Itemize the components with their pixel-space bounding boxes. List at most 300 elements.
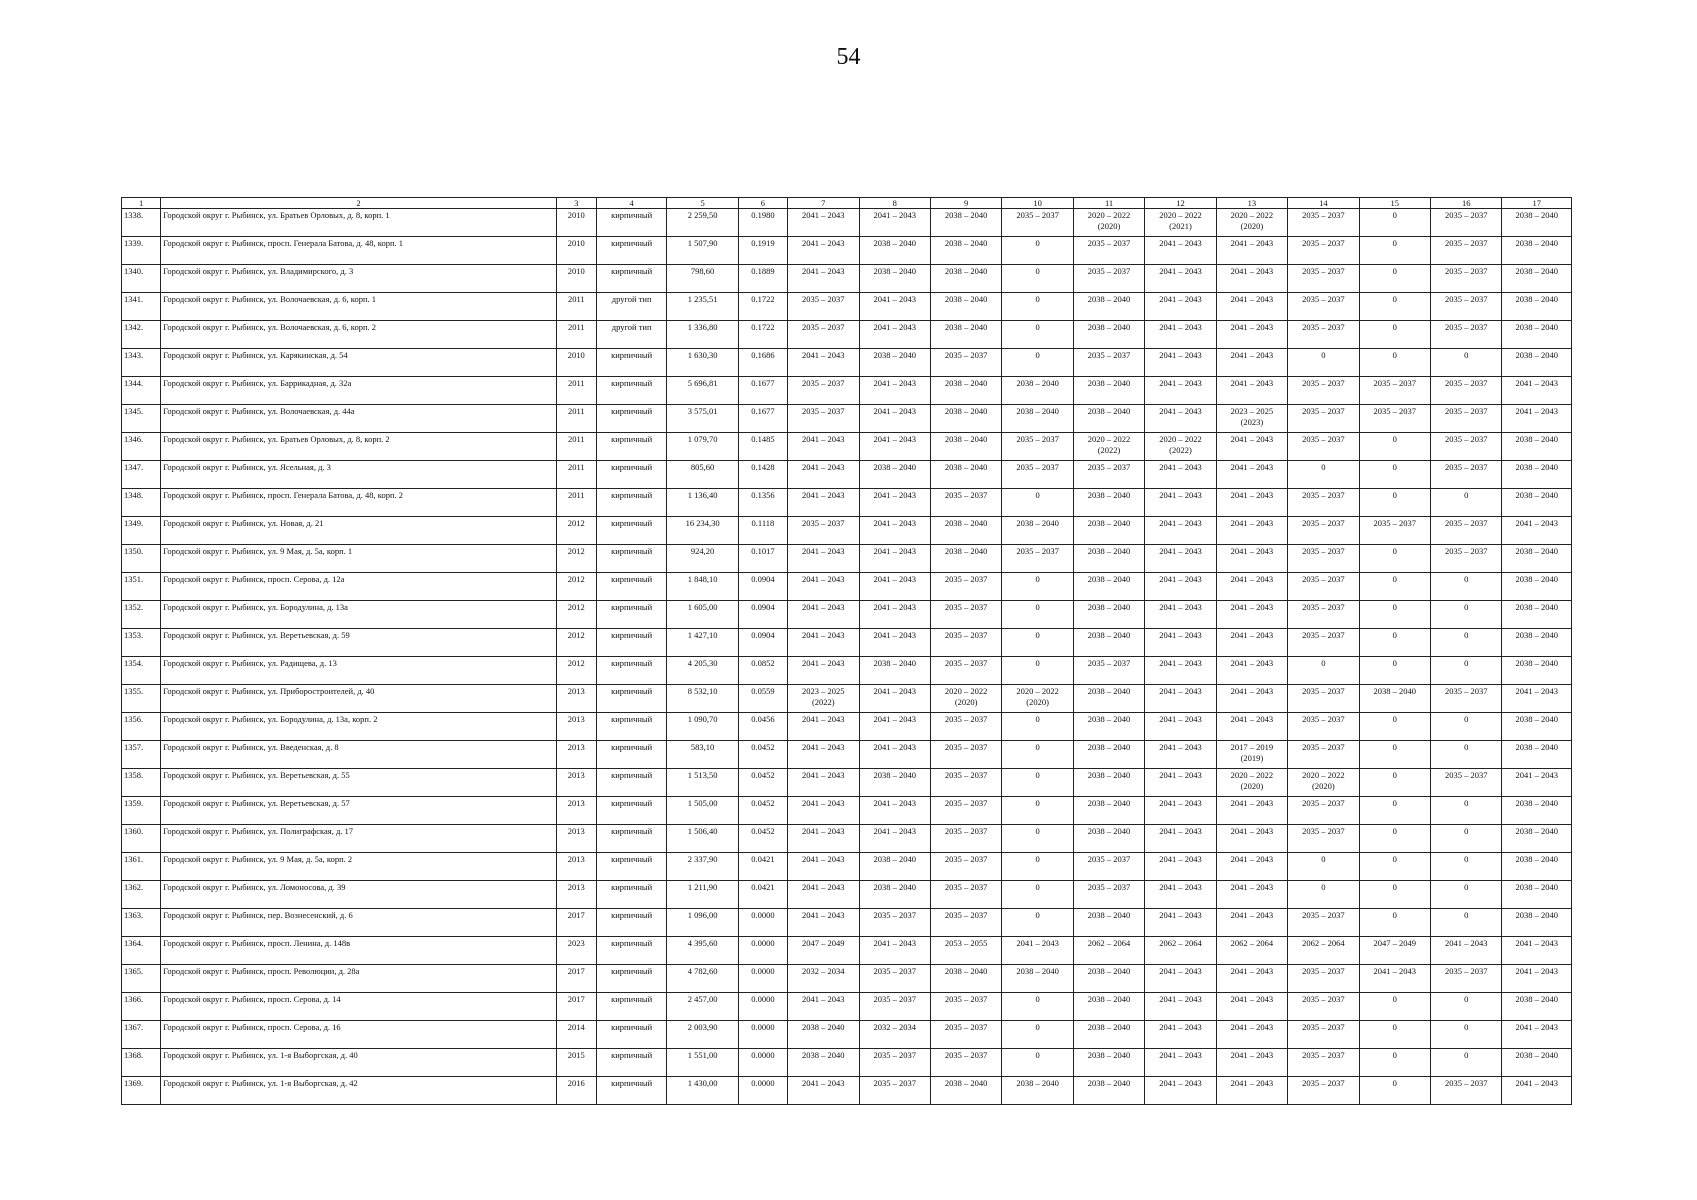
cell-value: Городской округ г. Рыбинск, ул. 1-я Выборгская, д. 42 bbox=[163, 1078, 358, 1088]
cell-value: 0.0452 bbox=[751, 798, 775, 808]
period-cell bbox=[788, 629, 859, 657]
table-row bbox=[122, 573, 1572, 601]
material-cell bbox=[596, 797, 666, 825]
period-cell bbox=[1288, 713, 1359, 741]
cell-value: 583,10 bbox=[690, 742, 715, 752]
period-cell bbox=[1288, 825, 1359, 853]
period-cell bbox=[1431, 1077, 1502, 1105]
cell-value: 2035 – 2037 bbox=[1302, 378, 1345, 388]
cell-value: Городской округ г. Рыбинск, пер. Вознесенский, д. 6 bbox=[163, 910, 353, 920]
cell-value: 0 bbox=[1464, 630, 1469, 640]
cell-value: 2035 – 2037 bbox=[1373, 406, 1417, 416]
column-number-row bbox=[122, 198, 1572, 209]
cell-value: 2041 – 2043 bbox=[802, 350, 845, 360]
period-cell bbox=[788, 601, 859, 629]
cell-value: 2035 – 2037 bbox=[1302, 406, 1345, 416]
cell-value: 2041 – 2043 bbox=[1515, 966, 1558, 976]
address-cell bbox=[161, 377, 556, 405]
cell-value: 2035 – 2037 bbox=[1444, 322, 1488, 332]
material-cell bbox=[596, 629, 666, 657]
address-cell bbox=[161, 573, 556, 601]
cell-value: 2013 bbox=[567, 686, 585, 696]
cell-value: 0 bbox=[1464, 826, 1469, 836]
cell-value: 2010 bbox=[567, 266, 585, 276]
cell-value: 2041 – 2043 bbox=[1159, 1078, 1202, 1088]
cell-value: 2035 – 2037 bbox=[1302, 518, 1345, 528]
period-cell bbox=[788, 265, 859, 293]
column-header: 10 bbox=[1002, 198, 1073, 209]
cell-value: Городской округ г. Рыбинск, ул. Ломоносова, д. 39 bbox=[163, 882, 346, 892]
table-row bbox=[122, 1021, 1572, 1049]
period-cell bbox=[1216, 881, 1287, 909]
cell-value: кирпичный bbox=[611, 574, 653, 584]
cell-value: 1 090,70 bbox=[687, 714, 718, 724]
area-cell bbox=[667, 349, 738, 377]
cell-value: 2038 – 2040 bbox=[1373, 686, 1417, 696]
period-cell bbox=[788, 237, 859, 265]
address-cell bbox=[161, 237, 556, 265]
period-cell bbox=[1073, 433, 1144, 461]
period-cell bbox=[1359, 685, 1430, 713]
period-cell bbox=[1216, 657, 1287, 685]
period-cell bbox=[1002, 321, 1073, 349]
cell-value: Городской округ г. Рыбинск, просп. Генерала Батова, д. 48, корп. 1 bbox=[163, 238, 404, 248]
cell-value: 2041 – 2043 bbox=[802, 602, 845, 612]
period-cell bbox=[1073, 853, 1144, 881]
period-cell bbox=[859, 993, 930, 1021]
period-cell bbox=[1216, 909, 1287, 937]
cell-value: 2035 – 2037 bbox=[1373, 378, 1417, 388]
period-cell bbox=[1288, 237, 1359, 265]
period-cell bbox=[1288, 433, 1359, 461]
cell-year-note: (2020) bbox=[1240, 221, 1264, 231]
period-cell bbox=[1216, 1049, 1287, 1077]
cell-value: 2035 – 2037 bbox=[802, 378, 845, 388]
period-cell bbox=[930, 909, 1001, 937]
period-cell bbox=[1216, 293, 1287, 321]
cell-value: 2038 – 2040 bbox=[1016, 966, 1059, 976]
cell-value: 0.0000 bbox=[751, 1078, 775, 1088]
period-cell bbox=[1145, 237, 1216, 265]
cell-value: 2038 – 2040 bbox=[1087, 686, 1131, 696]
cell-value: 0 bbox=[1035, 574, 1040, 584]
cell-value: 2035 – 2037 bbox=[802, 518, 845, 528]
period-cell bbox=[1145, 209, 1216, 237]
area-cell bbox=[667, 601, 738, 629]
table-row bbox=[122, 433, 1572, 461]
cell-value: 0 bbox=[1464, 742, 1469, 752]
cell-value: 0 bbox=[1321, 854, 1326, 864]
cell-value: 1346. bbox=[124, 434, 144, 444]
period-cell bbox=[1073, 349, 1144, 377]
cell-value: 2041 – 2043 bbox=[1159, 294, 1202, 304]
period-cell bbox=[1002, 1049, 1073, 1077]
cell-value: 2038 – 2040 bbox=[1515, 602, 1558, 612]
cell-value: 2038 – 2040 bbox=[802, 1022, 845, 1032]
cell-value: 2035 – 2037 bbox=[1016, 434, 1059, 444]
cell-value: 2041 – 2043 bbox=[802, 1078, 845, 1088]
cell-value: 0.1677 bbox=[751, 378, 775, 388]
cell-value: 2041 – 2043 bbox=[1230, 294, 1274, 304]
period-cell bbox=[1431, 685, 1502, 713]
period-cell bbox=[930, 1077, 1001, 1105]
year-cell bbox=[556, 853, 596, 881]
cell-value: 2038 – 2040 bbox=[1087, 714, 1131, 724]
year-cell bbox=[556, 237, 596, 265]
row-number bbox=[122, 1077, 161, 1105]
cell-value: Городской округ г. Рыбинск, ул. Баррикадная, д. 32а bbox=[163, 378, 352, 388]
cell-value: 2041 – 2043 bbox=[1159, 630, 1202, 640]
period-cell bbox=[930, 321, 1001, 349]
cell-value: 1 336,80 bbox=[687, 322, 718, 332]
period-cell bbox=[1359, 993, 1430, 1021]
period-cell bbox=[1002, 685, 1073, 713]
cell-value: 2038 – 2040 bbox=[802, 1050, 845, 1060]
cell-value: 1 079,70 bbox=[687, 434, 718, 444]
period-cell bbox=[1359, 965, 1430, 993]
period-cell bbox=[1073, 713, 1144, 741]
cell-value: 0 bbox=[1035, 658, 1040, 668]
period-cell bbox=[859, 377, 930, 405]
cell-value: 2041 – 2043 bbox=[1159, 742, 1202, 752]
address-cell bbox=[161, 937, 556, 965]
cell-value: 0 bbox=[1392, 798, 1397, 808]
cell-value: 2 337,90 bbox=[687, 854, 718, 864]
coefficient-cell bbox=[738, 685, 787, 713]
period-cell bbox=[1216, 825, 1287, 853]
row-number bbox=[122, 993, 161, 1021]
period-cell bbox=[1359, 265, 1430, 293]
cell-value: 1 505,00 bbox=[687, 798, 718, 808]
area-cell bbox=[667, 461, 738, 489]
area-cell bbox=[667, 293, 738, 321]
cell-value: 0.1889 bbox=[751, 266, 775, 276]
period-cell bbox=[1145, 601, 1216, 629]
cell-value: Городской округ г. Рыбинск, ул. Братьев Орловых, д. 8, корп. 1 bbox=[163, 210, 390, 220]
address-cell bbox=[161, 853, 556, 881]
coefficient-cell bbox=[738, 405, 787, 433]
period-cell bbox=[1073, 405, 1144, 433]
column-header: 15 bbox=[1359, 198, 1430, 209]
cell-value: 2041 – 2043 bbox=[1230, 630, 1274, 640]
housing-register-table bbox=[121, 197, 1572, 1105]
cell-value: 4 782,60 bbox=[687, 966, 718, 976]
cell-value: 2041 – 2043 bbox=[1230, 1078, 1274, 1088]
cell-value: 2038 – 2040 bbox=[1515, 210, 1558, 220]
cell-value: Городской округ г. Рыбинск, ул. 1-я Выборгская, д. 40 bbox=[163, 1050, 358, 1060]
cell-value: 2035 – 2037 bbox=[1087, 658, 1131, 668]
row-number bbox=[122, 405, 161, 433]
cell-value: Городской округ г. Рыбинск, просп. Ленина, д. 148в bbox=[163, 938, 351, 948]
cell-value: 2041 – 2043 bbox=[873, 546, 916, 556]
cell-value: 2038 – 2040 bbox=[873, 854, 916, 864]
cell-value: 0 bbox=[1392, 854, 1397, 864]
cell-value: 2041 – 2043 bbox=[1159, 770, 1202, 780]
cell-value: 2038 – 2040 bbox=[1515, 910, 1558, 920]
area-cell bbox=[667, 769, 738, 797]
cell-value: кирпичный bbox=[611, 910, 653, 920]
period-cell bbox=[1145, 965, 1216, 993]
coefficient-cell bbox=[738, 433, 787, 461]
area-cell bbox=[667, 545, 738, 573]
address-cell bbox=[161, 825, 556, 853]
address-cell bbox=[161, 965, 556, 993]
cell-value: 2038 – 2040 bbox=[1515, 350, 1558, 360]
table-row bbox=[122, 517, 1572, 545]
cell-value: 2035 – 2037 bbox=[1444, 294, 1488, 304]
period-cell bbox=[1288, 573, 1359, 601]
period-cell bbox=[1002, 993, 1073, 1021]
cell-value: 2041 – 2043 bbox=[802, 434, 845, 444]
cell-value: 0.0000 bbox=[751, 1022, 775, 1032]
period-cell bbox=[930, 601, 1001, 629]
coefficient-cell bbox=[738, 629, 787, 657]
cell-value: 2035 – 2037 bbox=[873, 1078, 916, 1088]
cell-value: 1 427,10 bbox=[687, 630, 718, 640]
table-row bbox=[122, 321, 1572, 349]
address-cell bbox=[161, 433, 556, 461]
period-cell bbox=[1002, 265, 1073, 293]
address-cell bbox=[161, 713, 556, 741]
address-cell bbox=[161, 461, 556, 489]
row-number bbox=[122, 545, 161, 573]
coefficient-cell bbox=[738, 937, 787, 965]
area-cell bbox=[667, 321, 738, 349]
period-cell bbox=[1431, 881, 1502, 909]
cell-value: 2038 – 2040 bbox=[1515, 798, 1558, 808]
cell-value: 0.0000 bbox=[751, 938, 775, 948]
cell-value: 1357. bbox=[124, 742, 144, 752]
row-number bbox=[122, 657, 161, 685]
material-cell bbox=[596, 713, 666, 741]
cell-value: 2035 – 2037 bbox=[1444, 238, 1488, 248]
cell-value: 0.1677 bbox=[751, 406, 775, 416]
cell-value: 0 bbox=[1392, 826, 1397, 836]
cell-value: 0.1919 bbox=[751, 238, 775, 248]
cell-value: Городской округ г. Рыбинск, просп. Революции, д. 28а bbox=[163, 966, 360, 976]
cell-value: 1341. bbox=[124, 294, 144, 304]
cell-value: 2041 – 2043 bbox=[1159, 714, 1202, 724]
cell-value: 2038 – 2040 bbox=[1087, 994, 1131, 1004]
cell-value: 2012 bbox=[567, 658, 585, 668]
row-number bbox=[122, 881, 161, 909]
period-cell bbox=[1431, 433, 1502, 461]
cell-value: 2035 – 2037 bbox=[1302, 546, 1345, 556]
coefficient-cell bbox=[738, 657, 787, 685]
cell-year-note: (2023) bbox=[1240, 417, 1264, 427]
cell-value: Городской округ г. Рыбинск, ул. Волочаевская, д. 6, корп. 1 bbox=[163, 294, 377, 304]
cell-value: 1353. bbox=[124, 630, 144, 640]
cell-value: 2038 – 2040 bbox=[1087, 322, 1131, 332]
period-cell bbox=[1002, 293, 1073, 321]
period-cell bbox=[859, 517, 930, 545]
address-cell bbox=[161, 545, 556, 573]
material-cell bbox=[596, 517, 666, 545]
period-cell bbox=[1288, 601, 1359, 629]
period-cell bbox=[1288, 853, 1359, 881]
cell-year-note: (2020) bbox=[1026, 697, 1049, 707]
cell-value: 2038 – 2040 bbox=[944, 378, 988, 388]
cell-value: 2023 bbox=[567, 938, 585, 948]
cell-value: 2035 – 2037 bbox=[1444, 686, 1488, 696]
cell-value: 2038 – 2040 bbox=[1515, 854, 1558, 864]
cell-value: 2062 – 2064 bbox=[1230, 938, 1274, 948]
cell-value: 2035 – 2037 bbox=[1444, 770, 1488, 780]
cell-value: 0 bbox=[1035, 238, 1040, 248]
period-cell bbox=[1359, 769, 1430, 797]
cell-value: кирпичный bbox=[611, 854, 653, 864]
cell-value: 4 395,60 bbox=[687, 938, 718, 948]
cell-value: 1338. bbox=[124, 210, 144, 220]
cell-value: 2041 – 2043 bbox=[1159, 546, 1202, 556]
address-cell bbox=[161, 321, 556, 349]
period-cell bbox=[1073, 1077, 1144, 1105]
cell-value: 2041 – 2043 bbox=[802, 854, 845, 864]
cell-value: 2020 – 2022 bbox=[1159, 210, 1202, 220]
cell-value: 1359. bbox=[124, 798, 144, 808]
period-cell bbox=[1359, 629, 1430, 657]
period-cell bbox=[859, 321, 930, 349]
year-cell bbox=[556, 685, 596, 713]
cell-value: 2038 – 2040 bbox=[944, 406, 988, 416]
table-row bbox=[122, 265, 1572, 293]
table-body bbox=[122, 209, 1572, 1105]
area-cell bbox=[667, 965, 738, 993]
cell-value: 0 bbox=[1464, 602, 1469, 612]
cell-value: 924,20 bbox=[690, 546, 715, 556]
cell-value: 2041 – 2043 bbox=[873, 602, 916, 612]
cell-value: 0 bbox=[1392, 266, 1397, 276]
year-cell bbox=[556, 1021, 596, 1049]
period-cell bbox=[1002, 965, 1073, 993]
cell-value: кирпичный bbox=[611, 630, 653, 640]
address-cell bbox=[161, 1077, 556, 1105]
table-row bbox=[122, 797, 1572, 825]
period-cell bbox=[788, 489, 859, 517]
year-cell bbox=[556, 1049, 596, 1077]
cell-value: 1342. bbox=[124, 322, 144, 332]
period-cell bbox=[1073, 265, 1144, 293]
period-cell bbox=[1359, 825, 1430, 853]
cell-value: 2041 – 2043 bbox=[1230, 490, 1274, 500]
cell-value: 2038 – 2040 bbox=[1016, 1078, 1059, 1088]
cell-value: 0 bbox=[1392, 434, 1397, 444]
address-cell bbox=[161, 1049, 556, 1077]
period-cell bbox=[1145, 685, 1216, 713]
area-cell bbox=[667, 405, 738, 433]
period-cell bbox=[1359, 1077, 1430, 1105]
cell-value: 2038 – 2040 bbox=[1087, 602, 1131, 612]
period-cell bbox=[930, 853, 1001, 881]
cell-value: 2035 – 2037 bbox=[944, 1050, 988, 1060]
address-cell bbox=[161, 517, 556, 545]
cell-value: 2038 – 2040 bbox=[1515, 238, 1558, 248]
row-number bbox=[122, 909, 161, 937]
cell-value: Городской округ г. Рыбинск, ул. 9 Мая, д. 5а, корп. 2 bbox=[163, 854, 353, 864]
period-cell bbox=[1145, 993, 1216, 1021]
period-cell bbox=[1073, 517, 1144, 545]
period-cell bbox=[788, 321, 859, 349]
cell-value: 2041 – 2043 bbox=[873, 742, 916, 752]
cell-value: 1368. bbox=[124, 1050, 144, 1060]
cell-value: Городской округ г. Рыбинск, просп. Серова, д. 16 bbox=[163, 1022, 341, 1032]
cell-value: 2038 – 2040 bbox=[1087, 798, 1131, 808]
cell-value: 2035 – 2037 bbox=[1444, 1078, 1488, 1088]
period-cell bbox=[1431, 937, 1502, 965]
cell-value: 2035 – 2037 bbox=[1444, 434, 1488, 444]
cell-value: 0 bbox=[1464, 798, 1469, 808]
cell-value: 2038 – 2040 bbox=[1087, 742, 1131, 752]
period-cell bbox=[1502, 993, 1572, 1021]
cell-value: 2035 – 2037 bbox=[1444, 266, 1488, 276]
period-cell bbox=[1359, 713, 1430, 741]
table-row bbox=[122, 965, 1572, 993]
row-number bbox=[122, 629, 161, 657]
period-cell bbox=[930, 377, 1001, 405]
address-cell bbox=[161, 797, 556, 825]
cell-value: 0 bbox=[1321, 350, 1326, 360]
cell-value: 2041 – 2043 bbox=[873, 938, 916, 948]
cell-value: 1350. bbox=[124, 546, 144, 556]
area-cell bbox=[667, 853, 738, 881]
period-cell bbox=[1145, 433, 1216, 461]
cell-value: 1340. bbox=[124, 266, 144, 276]
cell-value: 1363. bbox=[124, 910, 144, 920]
period-cell bbox=[1216, 405, 1287, 433]
cell-value: 2035 – 2037 bbox=[944, 574, 988, 584]
column-header: 3 bbox=[556, 198, 596, 209]
period-cell bbox=[1502, 209, 1572, 237]
column-header: 13 bbox=[1216, 198, 1287, 209]
material-cell bbox=[596, 741, 666, 769]
cell-value: кирпичный bbox=[611, 1078, 653, 1088]
cell-value: 2032 – 2034 bbox=[802, 966, 845, 976]
period-cell bbox=[788, 685, 859, 713]
cell-value: 2012 bbox=[567, 546, 585, 556]
period-cell bbox=[1216, 517, 1287, 545]
area-cell bbox=[667, 881, 738, 909]
cell-value: 2020 – 2022 bbox=[1087, 210, 1131, 220]
period-cell bbox=[788, 993, 859, 1021]
cell-value: 2038 – 2040 bbox=[1087, 406, 1131, 416]
period-cell bbox=[1431, 1021, 1502, 1049]
cell-value: 2041 – 2043 bbox=[802, 210, 845, 220]
period-cell bbox=[1359, 293, 1430, 321]
material-cell bbox=[596, 685, 666, 713]
cell-value: 2041 – 2043 bbox=[1159, 266, 1202, 276]
column-header: 6 bbox=[738, 198, 787, 209]
period-cell bbox=[1359, 517, 1430, 545]
period-cell bbox=[859, 657, 930, 685]
cell-value: 2041 – 2043 bbox=[1159, 994, 1202, 1004]
cell-value: 2035 – 2037 bbox=[873, 994, 916, 1004]
cell-value: 2041 – 2043 bbox=[1230, 574, 1274, 584]
period-cell bbox=[1216, 545, 1287, 573]
period-cell bbox=[1145, 909, 1216, 937]
column-header: 2 bbox=[161, 198, 556, 209]
period-cell bbox=[1502, 909, 1572, 937]
period-cell bbox=[1145, 293, 1216, 321]
period-cell bbox=[930, 769, 1001, 797]
period-cell bbox=[1002, 797, 1073, 825]
period-cell bbox=[1073, 685, 1144, 713]
cell-value: Городской округ г. Рыбинск, ул. Волочаевская, д. 6, корп. 2 bbox=[163, 322, 377, 332]
cell-value: 2041 – 2043 bbox=[873, 518, 916, 528]
cell-value: 2038 – 2040 bbox=[1515, 294, 1558, 304]
row-number bbox=[122, 853, 161, 881]
year-cell bbox=[556, 629, 596, 657]
period-cell bbox=[1288, 741, 1359, 769]
